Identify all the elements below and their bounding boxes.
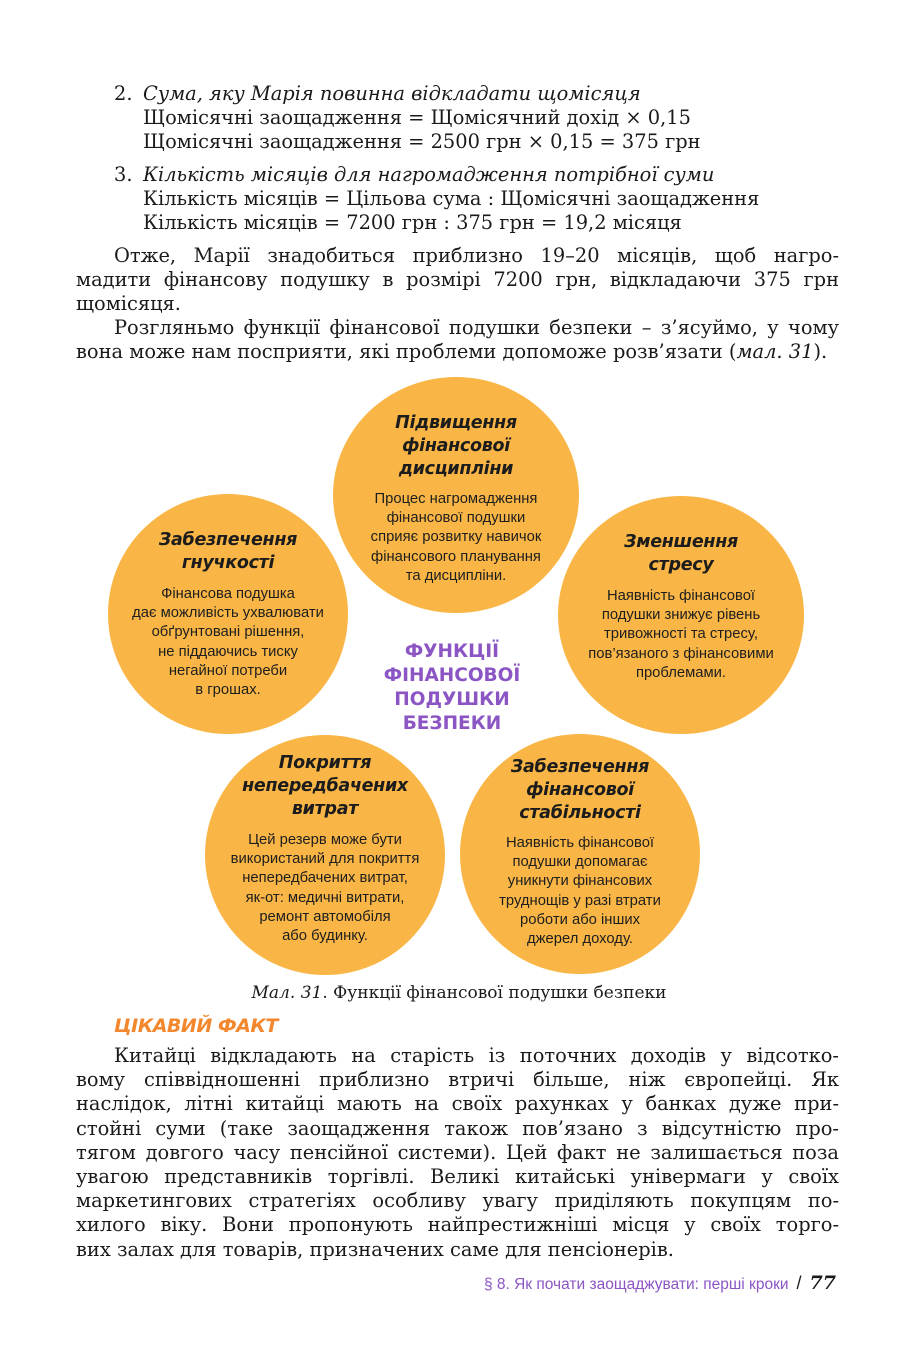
text-line: маркетингових стратегіях особливу увагу приділяють покупцям по- [76, 1189, 839, 1213]
text-line: вому співвідношенні приблизно втричі більше, ніж європейці. Як [76, 1068, 839, 1092]
circle-title: витрат [291, 799, 359, 819]
text-line: хилого віку. Вони пропонують найпрестижніші місця у своїх торго- [76, 1213, 839, 1237]
circle-stability [460, 734, 700, 974]
text-line: вона може нам посприяти, які проблеми допоможе розв’язати (мал. 31). [76, 340, 828, 364]
diagram-center-title: ФУНКЦІЇ ФІНАНСОВОЇ ПОДУШКИ БЕЗПЕКИ [383, 641, 521, 734]
circle-title: Підвищення [395, 413, 517, 433]
circle-text: пов’язаного з фінансовими [588, 645, 774, 662]
fact-paragraph [76, 1044, 839, 1262]
text-line: щомісяця. [76, 292, 181, 316]
circle-title: фінансової [402, 436, 510, 456]
circle-title: Покриття [278, 753, 372, 773]
circle-title: Зменшення [624, 532, 738, 552]
text-line: наслідок, літні китайці мають на своїх рахунках у банках дуже при- [76, 1092, 839, 1116]
circle-text: Процес нагромадження [374, 491, 538, 507]
circle-text: тривожності та стресу, [604, 626, 758, 643]
circle-text: роботи або інших [519, 911, 641, 928]
circle-title: Забезпечення [510, 757, 650, 777]
circle-title: стабільності [519, 803, 641, 823]
circle-flexibility [108, 494, 348, 734]
circle-text: проблемами. [635, 664, 727, 681]
text-line: Розгляньмо функції фінансової подушки безпеки – з’ясуймо, у чому [114, 316, 839, 339]
circle-text: ремонт автомобіля [259, 908, 391, 925]
circle-text: труднощів у разі втрати [499, 892, 661, 909]
figure-caption [0, 983, 918, 1003]
circle-title: стресу [648, 555, 714, 575]
circle-text: Фінансова подушка [161, 586, 295, 602]
circle-text: в грошах. [195, 682, 261, 699]
page-number: 77 [809, 1272, 836, 1294]
circle-discipline [333, 377, 579, 613]
footer-separator: / [796, 1273, 802, 1293]
circle-text: фінансового планування [371, 548, 541, 565]
text-line: Отже, Марії знадобиться приблизно 19–20 місяців, щоб нагро- [114, 244, 839, 267]
formula-line: Кількість місяців = Цільова сума : Щомісячні заощадження [143, 187, 760, 210]
conclusion-paragraph [76, 244, 839, 317]
circle-text: Наявність фінансової [505, 835, 655, 851]
circle-title: дисципліни [398, 459, 514, 479]
circle-title: гнучкості [181, 553, 275, 573]
circle-text: джерел доходу. [527, 931, 633, 948]
circle-stress [558, 496, 804, 734]
page-footer [484, 1272, 836, 1294]
text-line: стойні суми (таке заощадження також пов’язано з відсутністю про- [76, 1116, 839, 1140]
figure-reference: мал. 31 [736, 340, 814, 364]
circle-text: непередбачених витрат, [242, 870, 408, 887]
circle-text: не піддаючись тиску [158, 643, 298, 660]
step-number: 2. [114, 82, 133, 105]
circle-text: Цей резерв може бути [248, 832, 402, 848]
circle-text: як-от: медичні витрати, [245, 889, 405, 906]
step-number: 3. [114, 163, 133, 186]
circle-text: подушки допомагає [512, 854, 648, 871]
text-line: мадити фінансову подушку в розмірі 7200 грн, відкладаючи 375 грн [76, 268, 839, 292]
formula-line: Кількість місяців = 7200 грн : 375 грн = 19,2 місяця [143, 211, 682, 234]
circle-text: використаний для покриття [230, 851, 420, 868]
circle-title: Забезпечення [158, 530, 298, 550]
intro-paragraph [76, 316, 839, 364]
caption-label: Мал. 31 [251, 983, 323, 1003]
circle-title: фінансової [526, 780, 634, 800]
circle-text: уникнути фінансових [507, 873, 653, 890]
circle-title: непередбачених [242, 776, 408, 796]
text-line: вих залах для товарів, призначених саме для пенсіонерів. [76, 1237, 674, 1261]
circle-text: негайної потреби [168, 662, 288, 679]
caption-text: . Функції фінансової подушки безпеки [322, 983, 667, 1003]
text-line: увагою представників торгівлі. Великі китайські універмаги у своїх [76, 1164, 839, 1188]
text-line: Китайці відкладають на старість із поточних доходів у відсотко- [114, 1044, 839, 1067]
step-heading: Кількість місяців для нагромадження потрібної суми [143, 163, 715, 186]
circle-text: та дисципліни. [405, 567, 507, 584]
circle-unexpected-expenses [205, 735, 445, 975]
circle-text: подушки знижує рівень [601, 607, 761, 624]
step-heading: Сума, яку Марія повинна відкладати щомісяця [143, 82, 641, 105]
formula-line: Щомісячні заощадження = 2500 грн × 0,15 = 375 грн [143, 130, 701, 153]
circle-text: або будинку. [282, 928, 368, 945]
formula-line: Щомісячні заощадження = Щомісячний дохід × 0,15 [143, 106, 691, 129]
text-line: тягом довгого часу пенсійної системи). Цей факт не залишається поза [76, 1140, 839, 1164]
circle-text: сприяє розвитку навичок [370, 529, 542, 546]
circle-text: фінансової подушки [386, 510, 526, 527]
section-title: § 8. Як почати заощаджувати: перші кроки [483, 1276, 789, 1293]
circle-text: обґрунтовані рішення, [151, 624, 305, 641]
circle-text: Наявність фінансової [606, 588, 756, 604]
circle-text: дає можливість ухвалювати [132, 605, 324, 622]
fact-heading: ЦІКАВИЙ ФАКТ [114, 1015, 278, 1037]
